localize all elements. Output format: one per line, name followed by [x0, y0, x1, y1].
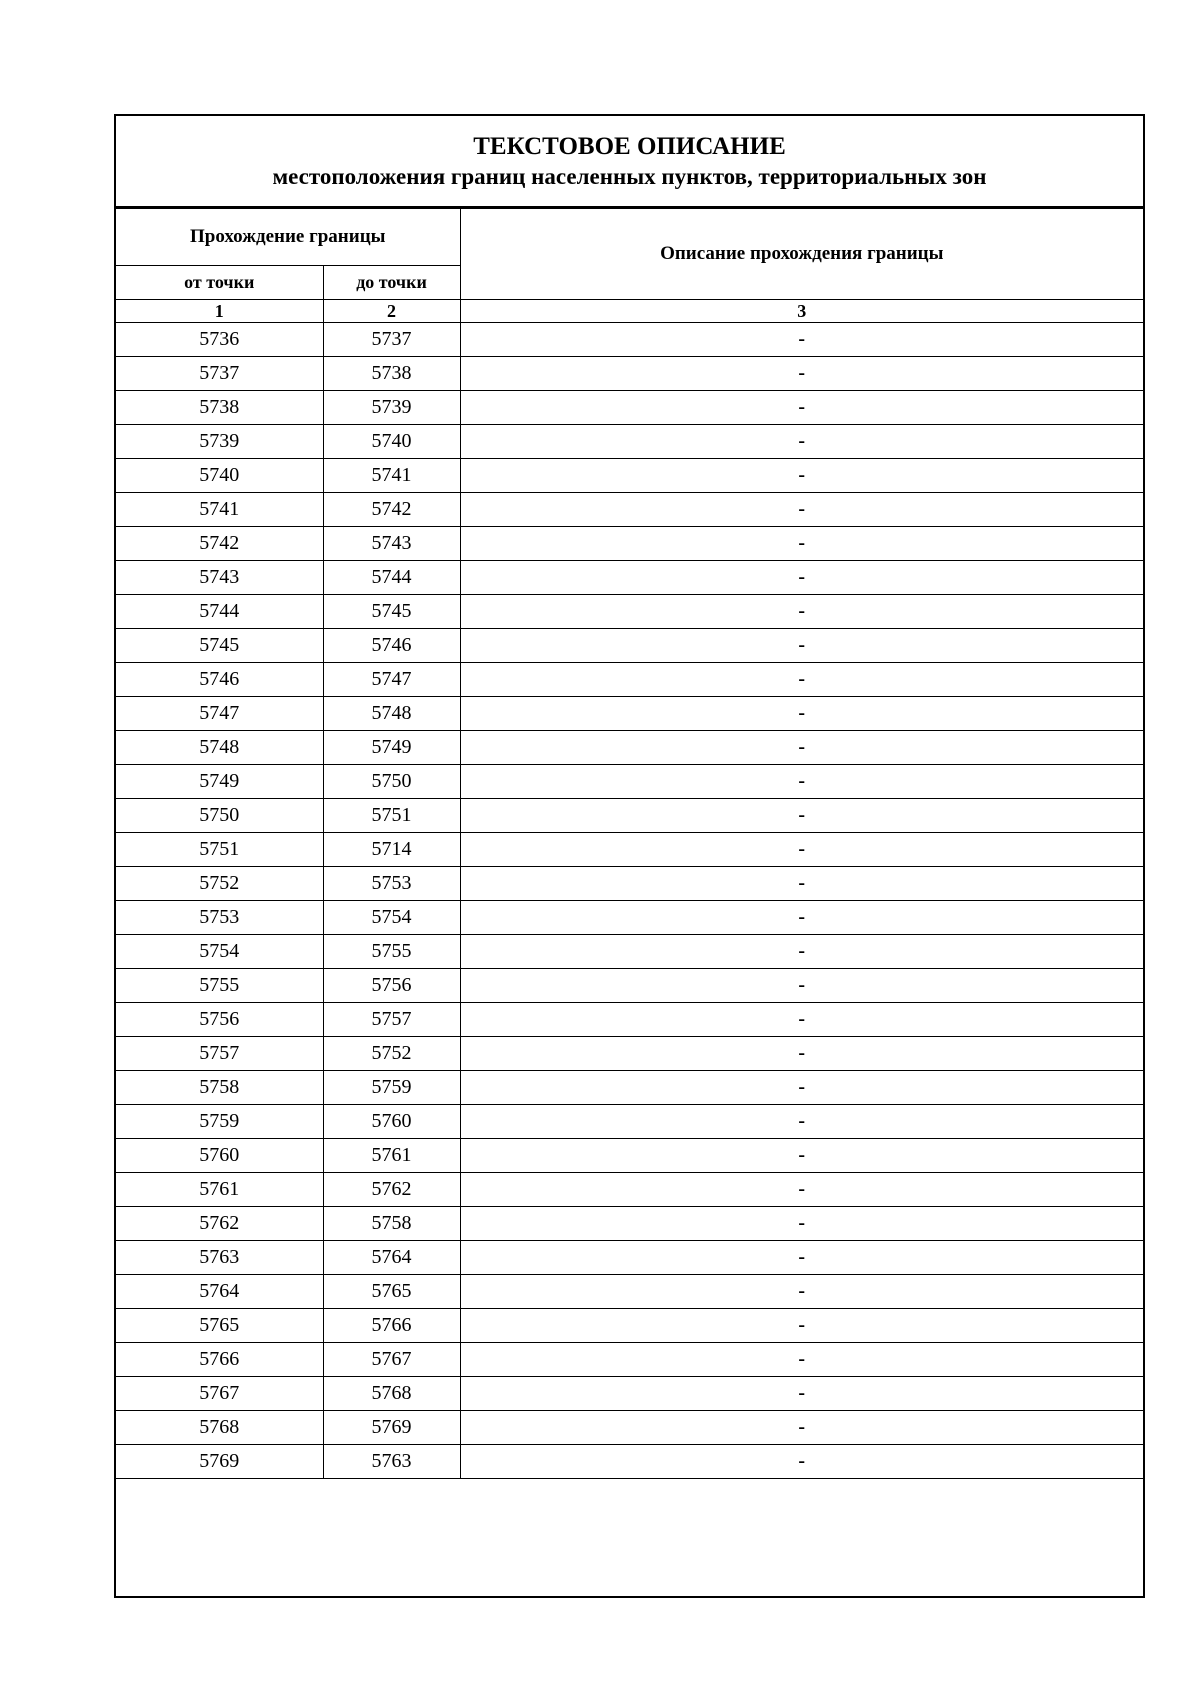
table-row	[116, 1411, 1143, 1445]
description-cell: -	[460, 901, 1143, 935]
to-point-cell: 5753	[323, 867, 460, 901]
from-point-cell: 5740	[116, 459, 323, 493]
table-row	[116, 901, 1143, 935]
document-frame	[114, 114, 1145, 1598]
table-row	[116, 323, 1143, 357]
from-point-cell: 5757	[116, 1037, 323, 1071]
to-point-cell: 5714	[323, 833, 460, 867]
from-point-cell: 5750	[116, 799, 323, 833]
header-boundary-passage: Прохождение границы	[116, 209, 460, 266]
from-point-cell: 5739	[116, 425, 323, 459]
description-cell: -	[460, 527, 1143, 561]
table-row	[116, 799, 1143, 833]
from-point-cell: 5755	[116, 969, 323, 1003]
description-cell: -	[460, 1343, 1143, 1377]
from-point-cell: 5746	[116, 663, 323, 697]
to-point-cell: 5761	[323, 1139, 460, 1173]
description-cell: -	[460, 765, 1143, 799]
to-point-cell: 5743	[323, 527, 460, 561]
to-point-cell: 5748	[323, 697, 460, 731]
from-point-cell: 5769	[116, 1445, 323, 1479]
description-cell: -	[460, 833, 1143, 867]
table-row	[116, 629, 1143, 663]
from-point-cell: 5754	[116, 935, 323, 969]
table-row	[116, 935, 1143, 969]
table-row	[116, 663, 1143, 697]
from-point-cell: 5762	[116, 1207, 323, 1241]
description-cell: -	[460, 867, 1143, 901]
description-cell: -	[460, 629, 1143, 663]
description-cell: -	[460, 1003, 1143, 1037]
to-point-cell: 5740	[323, 425, 460, 459]
to-point-cell: 5759	[323, 1071, 460, 1105]
table-row	[116, 1139, 1143, 1173]
to-point-cell: 5745	[323, 595, 460, 629]
from-point-cell: 5744	[116, 595, 323, 629]
from-point-cell: 5743	[116, 561, 323, 595]
to-point-cell: 5747	[323, 663, 460, 697]
table-row	[116, 1105, 1143, 1139]
to-point-cell: 5739	[323, 391, 460, 425]
table-row	[116, 697, 1143, 731]
to-point-cell: 5737	[323, 323, 460, 357]
from-point-cell: 5759	[116, 1105, 323, 1139]
from-point-cell: 5761	[116, 1173, 323, 1207]
to-point-cell: 5767	[323, 1343, 460, 1377]
table-row	[116, 1003, 1143, 1037]
from-point-cell: 5738	[116, 391, 323, 425]
description-cell: -	[460, 969, 1143, 1003]
description-cell: -	[460, 799, 1143, 833]
document-header	[116, 116, 1143, 208]
from-point-cell: 5767	[116, 1377, 323, 1411]
table-row	[116, 1173, 1143, 1207]
header-col-number-3: 3	[460, 300, 1143, 323]
description-cell: -	[460, 731, 1143, 765]
from-point-cell: 5742	[116, 527, 323, 561]
table-row	[116, 425, 1143, 459]
table-row	[116, 969, 1143, 1003]
from-point-cell: 5736	[116, 323, 323, 357]
to-point-cell: 5758	[323, 1207, 460, 1241]
table-row	[116, 765, 1143, 799]
table-row	[116, 1309, 1143, 1343]
to-point-cell: 5746	[323, 629, 460, 663]
from-point-cell: 5741	[116, 493, 323, 527]
from-point-cell: 5752	[116, 867, 323, 901]
to-point-cell: 5756	[323, 969, 460, 1003]
from-point-cell: 5749	[116, 765, 323, 799]
description-cell: -	[460, 459, 1143, 493]
to-point-cell: 5742	[323, 493, 460, 527]
description-cell: -	[460, 1377, 1143, 1411]
to-point-cell: 5754	[323, 901, 460, 935]
to-point-cell: 5764	[323, 1241, 460, 1275]
table-row	[116, 1445, 1143, 1479]
document-title: ТЕКСТОВОЕ ОПИСАНИЕ	[473, 133, 786, 160]
header-to-point: до точки	[323, 266, 460, 300]
description-cell: -	[460, 1445, 1143, 1479]
to-point-cell: 5752	[323, 1037, 460, 1071]
description-cell: -	[460, 391, 1143, 425]
from-point-cell: 5748	[116, 731, 323, 765]
table-row	[116, 1377, 1143, 1411]
to-point-cell: 5751	[323, 799, 460, 833]
from-point-cell: 5756	[116, 1003, 323, 1037]
table-row	[116, 1037, 1143, 1071]
table-row	[116, 1207, 1143, 1241]
description-cell: -	[460, 323, 1143, 357]
document-subtitle: местоположения границ населенных пунктов, территориальных зон	[272, 164, 987, 189]
from-point-cell: 5766	[116, 1343, 323, 1377]
to-point-cell: 5765	[323, 1275, 460, 1309]
description-cell: -	[460, 1241, 1143, 1275]
description-cell: -	[460, 1309, 1143, 1343]
from-point-cell: 5760	[116, 1139, 323, 1173]
header-description: Описание прохождения границы	[460, 209, 1143, 300]
table-row	[116, 595, 1143, 629]
table-row	[116, 1343, 1143, 1377]
description-cell: -	[460, 493, 1143, 527]
description-cell: -	[460, 1071, 1143, 1105]
to-point-cell: 5744	[323, 561, 460, 595]
description-cell: -	[460, 1173, 1143, 1207]
description-cell: -	[460, 1275, 1143, 1309]
to-point-cell: 5755	[323, 935, 460, 969]
table-row	[116, 527, 1143, 561]
to-point-cell: 5762	[323, 1173, 460, 1207]
header-from-point: от точки	[116, 266, 323, 300]
to-point-cell: 5769	[323, 1411, 460, 1445]
from-point-cell: 5747	[116, 697, 323, 731]
table-row	[116, 1071, 1143, 1105]
to-point-cell: 5738	[323, 357, 460, 391]
to-point-cell: 5766	[323, 1309, 460, 1343]
table-row	[116, 1275, 1143, 1309]
from-point-cell: 5765	[116, 1309, 323, 1343]
description-cell: -	[460, 697, 1143, 731]
from-point-cell: 5751	[116, 833, 323, 867]
from-point-cell: 5753	[116, 901, 323, 935]
from-point-cell: 5758	[116, 1071, 323, 1105]
table-row	[116, 391, 1143, 425]
description-cell: -	[460, 1411, 1143, 1445]
table-row	[116, 459, 1143, 493]
table-row	[116, 731, 1143, 765]
to-point-cell: 5749	[323, 731, 460, 765]
boundary-table	[116, 208, 1143, 1479]
to-point-cell: 5763	[323, 1445, 460, 1479]
description-cell: -	[460, 1105, 1143, 1139]
table-row	[116, 1241, 1143, 1275]
description-cell: -	[460, 1207, 1143, 1241]
description-cell: -	[460, 1139, 1143, 1173]
description-cell: -	[460, 357, 1143, 391]
to-point-cell: 5741	[323, 459, 460, 493]
from-point-cell: 5745	[116, 629, 323, 663]
from-point-cell: 5768	[116, 1411, 323, 1445]
table-row	[116, 833, 1143, 867]
to-point-cell: 5750	[323, 765, 460, 799]
header-col-number-1: 1	[116, 300, 323, 323]
table-body	[116, 323, 1143, 1479]
header-col-number-2: 2	[323, 300, 460, 323]
from-point-cell: 5764	[116, 1275, 323, 1309]
table-header	[116, 209, 1143, 323]
description-cell: -	[460, 595, 1143, 629]
description-cell: -	[460, 425, 1143, 459]
table-row	[116, 357, 1143, 391]
description-cell: -	[460, 1037, 1143, 1071]
description-cell: -	[460, 561, 1143, 595]
from-point-cell: 5763	[116, 1241, 323, 1275]
to-point-cell: 5760	[323, 1105, 460, 1139]
to-point-cell: 5757	[323, 1003, 460, 1037]
table-row	[116, 493, 1143, 527]
table-row	[116, 867, 1143, 901]
description-cell: -	[460, 663, 1143, 697]
description-cell: -	[460, 935, 1143, 969]
to-point-cell: 5768	[323, 1377, 460, 1411]
table-row	[116, 561, 1143, 595]
from-point-cell: 5737	[116, 357, 323, 391]
